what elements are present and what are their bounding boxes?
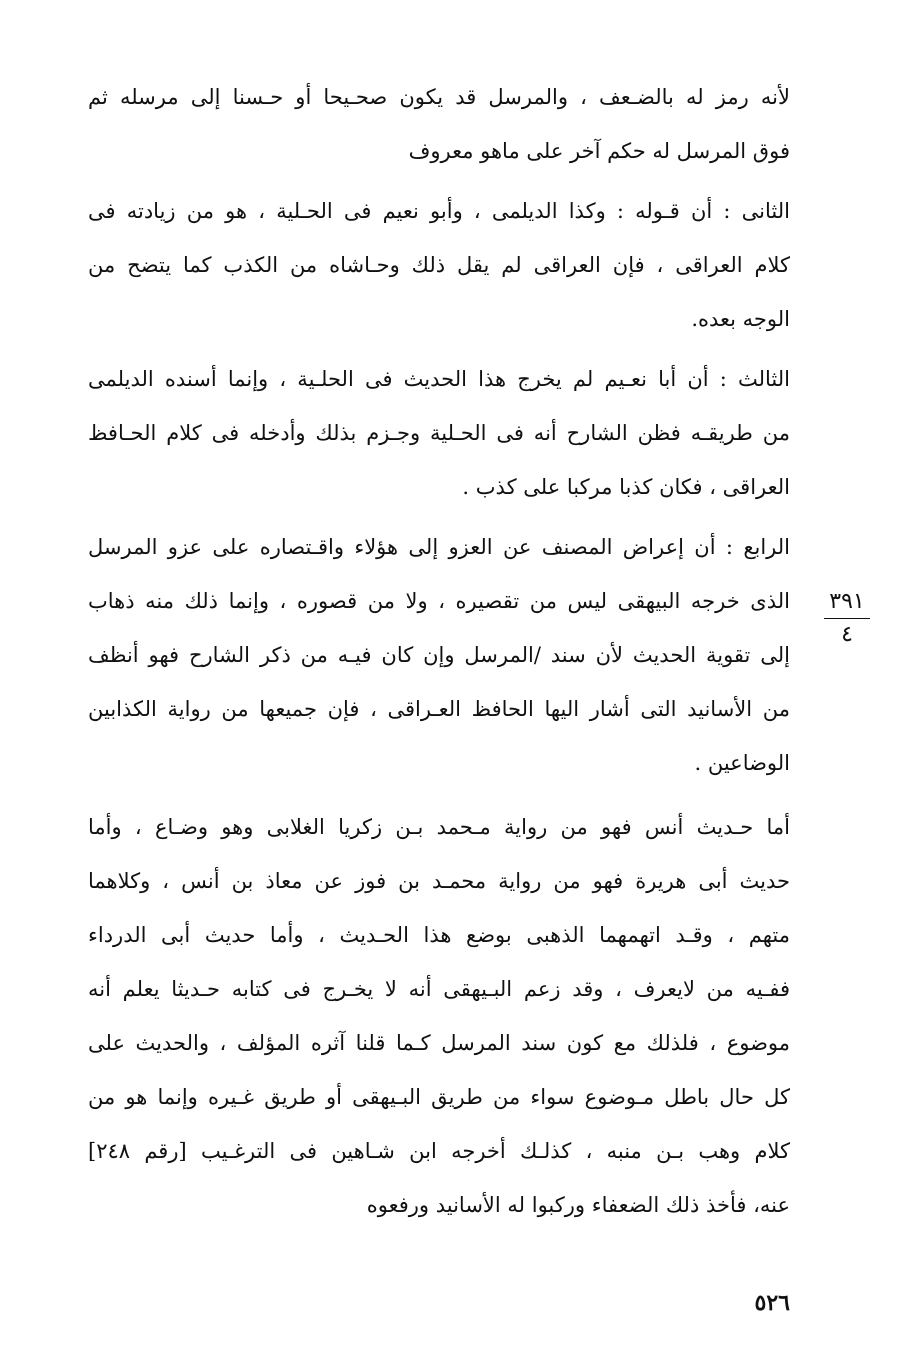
- paragraph: [88, 520, 790, 790]
- text-line: من طريقـه فظن الشارح أنه فى الحـلية وجـزم بذلك وأدخله فى كلام الحـافظ: [88, 421, 790, 445]
- text-line: الثانى : أن قـوله : وكذا الديلمى ، وأبو نعيم فى الحـلية ، هو من زيادته فى: [88, 199, 790, 223]
- text-line: الوجه بعده.: [691, 307, 790, 331]
- margin-reference: [822, 588, 872, 649]
- text-line: إلى تقوية الحديث لأن سند /المرسل وإن كان فيـه من ذكر الشارح فهو أنظف: [88, 643, 790, 667]
- text-line: كلام العراقى ، فإن العراقى لم يقل ذلك وحـاشاه من الكذب كما يتضح من: [88, 253, 790, 277]
- text-line: فوق المرسل له حكم آخر على ماهو معروف: [408, 139, 790, 163]
- margin-reference-bottom: ٤: [841, 622, 853, 647]
- paragraph: [88, 800, 790, 1232]
- text-line: من الأسانيد التى أشار اليها الحافظ العـراقى ، فإن جميعها من رواية الكذابين: [88, 697, 790, 721]
- body-text: [88, 70, 790, 1232]
- text-line: الوضاعين .: [694, 751, 790, 775]
- text-line: لأنه رمز له بالضـعف ، والمرسل قد يكون صحـيحا أو حـسنا إلى مرسله ثم: [88, 85, 790, 109]
- text-line: الذى خرجه البيهقى ليس من تقصيره ، ولا من قصوره ، وإنما ذلك منه ذهاب: [88, 589, 790, 613]
- paragraph: [88, 352, 790, 514]
- margin-reference-top: ٣٩١: [829, 589, 865, 614]
- paragraph: [88, 70, 790, 178]
- text-line: ففـيه من لايعرف ، وقد زعم البـيهقى أنه لا يخـرج فى كتابه حـديثا يعلم أنه: [88, 977, 790, 1001]
- text-line: العراقى ، فكان كذبا مركبا على كذب .: [462, 475, 790, 499]
- text-line: أما حـديث أنس فهو من رواية مـحمد بـن زكريا الغلابى وهو وضـاع ، وأما: [88, 815, 790, 839]
- text-line: حديث أبى هريرة فهو من رواية محمـد بن فوز عن معاذ بن أنس ، وكلاهما: [88, 869, 790, 893]
- text-line: الثالث : أن أبا نعـيم لم يخرج هذا الحديث فى الحلـية ، وإنما أسنده الديلمى: [88, 367, 790, 391]
- text-line: متهم ، وقـد اتهمهما الذهبى بوضع هذا الحـديث ، وأما حديث أبى الدرداء: [88, 923, 790, 947]
- text-line: كل حال باطل مـوضوع سواء من طريق البـيهقى أو طريق غـيره وإنما هو من: [88, 1085, 790, 1109]
- text-line: الرابع : أن إعراض المصنف عن العزو إلى هؤلاء واقـتصاره على عزو المرسل: [88, 535, 790, 559]
- margin-reference-divider: [824, 618, 870, 619]
- paragraph: [88, 184, 790, 346]
- text-line: عنه، فأخذ ذلك الضعفاء وركبوا له الأسانيد ورفعوه: [366, 1193, 790, 1217]
- text-line: موضوع ، فلذلك مع كون سند المرسل كـما قلنا آثره المؤلف ، والحديث على: [88, 1031, 790, 1055]
- page-number: ٥٢٦: [754, 1290, 790, 1316]
- text-line: كلام وهب بـن منبه ، كذلـك أخرجه ابن شـاهين فى الترغـيب [رقم ٢٤٨]: [88, 1139, 790, 1163]
